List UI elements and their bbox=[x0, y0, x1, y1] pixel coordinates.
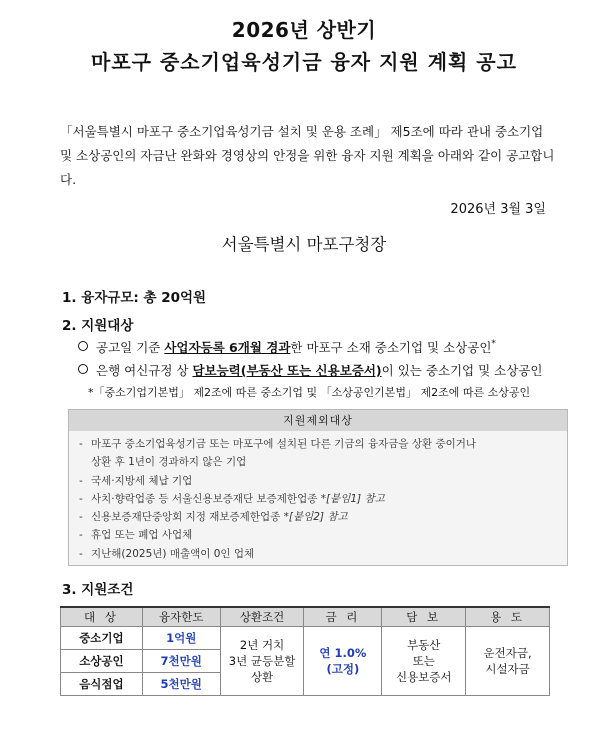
intro-paragraph: 「서울특별시 마포구 중소기업육성기금 설치 및 운용 조례」 제5조에 따라 관내 중소기업 및 소상공인의 자금난 완화와 경영상의 안정을 위한 융자 지원 계획을 아래와 같이 공고합니다. bbox=[60, 124, 555, 187]
header-usage: 용 도 bbox=[466, 607, 550, 627]
row-limit: 1억원 bbox=[142, 627, 220, 650]
exclusion-heading: 지원제외대상 bbox=[69, 410, 567, 431]
header-repayment: 상환조건 bbox=[220, 607, 304, 627]
exclusion-list bbox=[69, 435, 567, 563]
exclusion-item: - 마포구 중소기업육성기금 또는 마포구에 설치된 다른 기금의 융자금을 상환 중이거나 bbox=[79, 438, 477, 450]
bullet1-pre: 공고일 기준 bbox=[96, 340, 165, 355]
table-header-row bbox=[61, 607, 550, 627]
bullet2-underlined: 담보능력(부동산 또는 신용보증서) bbox=[192, 363, 382, 378]
row-target: 중소기업 bbox=[61, 627, 143, 650]
row-limit: 7천만원 bbox=[142, 650, 220, 673]
target-bullet-2 bbox=[78, 361, 542, 379]
exclusion-item-continuation: 상환 후 1년이 경과하지 않은 기업 bbox=[91, 456, 247, 469]
announcement-date: 2026년 3월 3일 bbox=[450, 202, 546, 217]
circle-bullet-icon bbox=[78, 364, 88, 374]
exclusion-box bbox=[68, 409, 568, 566]
usage-cell: 운전자금, 시설자금 bbox=[466, 627, 550, 696]
signer-name: 서울특별시 마포구청장 bbox=[221, 235, 387, 254]
header-limit: 융자한도 bbox=[142, 607, 220, 627]
rate-cell: 연 1.0% (고정) bbox=[304, 627, 382, 696]
header-rate: 금 리 bbox=[304, 607, 382, 627]
conditions-table bbox=[60, 606, 550, 696]
exclusion-item: - 지난해(2025년) 매출액이 0인 업체 bbox=[79, 547, 255, 560]
bullet1-underlined: 사업자등록 6개월 경과 bbox=[164, 340, 291, 355]
bullet1-post: 한 마포구 소재 중소기업 및 소상공인 bbox=[290, 340, 492, 355]
header-target: 대 상 bbox=[61, 607, 143, 627]
bullet1-footnote-mark: * bbox=[491, 339, 496, 349]
bullet2-pre: 은행 여신규정 상 bbox=[96, 363, 193, 378]
page-title-line1: 2026년 상반기 bbox=[231, 18, 377, 42]
repayment-cell: 2년 거치 3년 균등분할 상환 bbox=[220, 627, 304, 696]
header-collateral: 담 보 bbox=[382, 607, 466, 627]
attachment2-ref: [붙임2] 참고 bbox=[288, 511, 348, 524]
exclusion-item: - 휴업 또는 폐업 사업체 bbox=[79, 529, 193, 542]
section3-heading: 3. 지원조건 bbox=[62, 582, 134, 598]
page-title-line2: 마포구 중소기업육성기금 융자 지원 계획 공고 bbox=[91, 50, 517, 74]
collateral-cell: 부동산 또는 신용보증서 bbox=[382, 627, 466, 696]
circle-bullet-icon bbox=[78, 341, 88, 351]
section2-heading: 2. 지원대상 bbox=[62, 318, 134, 334]
exclusion-item: - 사치·향락업종 등 서울신용보증재단 보증제한업종 *[붙임1] 참고 bbox=[79, 492, 385, 505]
section1-heading: 1. 융자규모: 총 20억원 bbox=[62, 290, 207, 306]
row-limit: 5천만원 bbox=[142, 673, 220, 696]
row-target: 소상공인 bbox=[61, 650, 143, 673]
row-target: 음식점업 bbox=[61, 673, 143, 696]
exclusion-item: - 신용보증재단중앙회 지정 재보증제한업종 *[붙임2] 참고 bbox=[79, 511, 348, 524]
target-bullet-1 bbox=[78, 338, 496, 356]
exclusion-item: - 국세·지방세 체납 기업 bbox=[79, 474, 193, 487]
bullet2-post: 이 있는 중소기업 및 소상공인 bbox=[381, 363, 543, 378]
target-footnote: *「중소기업기본법」 제2조에 따른 중소기업 및 「소상공인기본법」 제2조에 따른 소상공인 bbox=[88, 386, 531, 399]
attachment1-ref: [붙임1] 참고 bbox=[325, 492, 385, 505]
table-row bbox=[61, 627, 550, 650]
